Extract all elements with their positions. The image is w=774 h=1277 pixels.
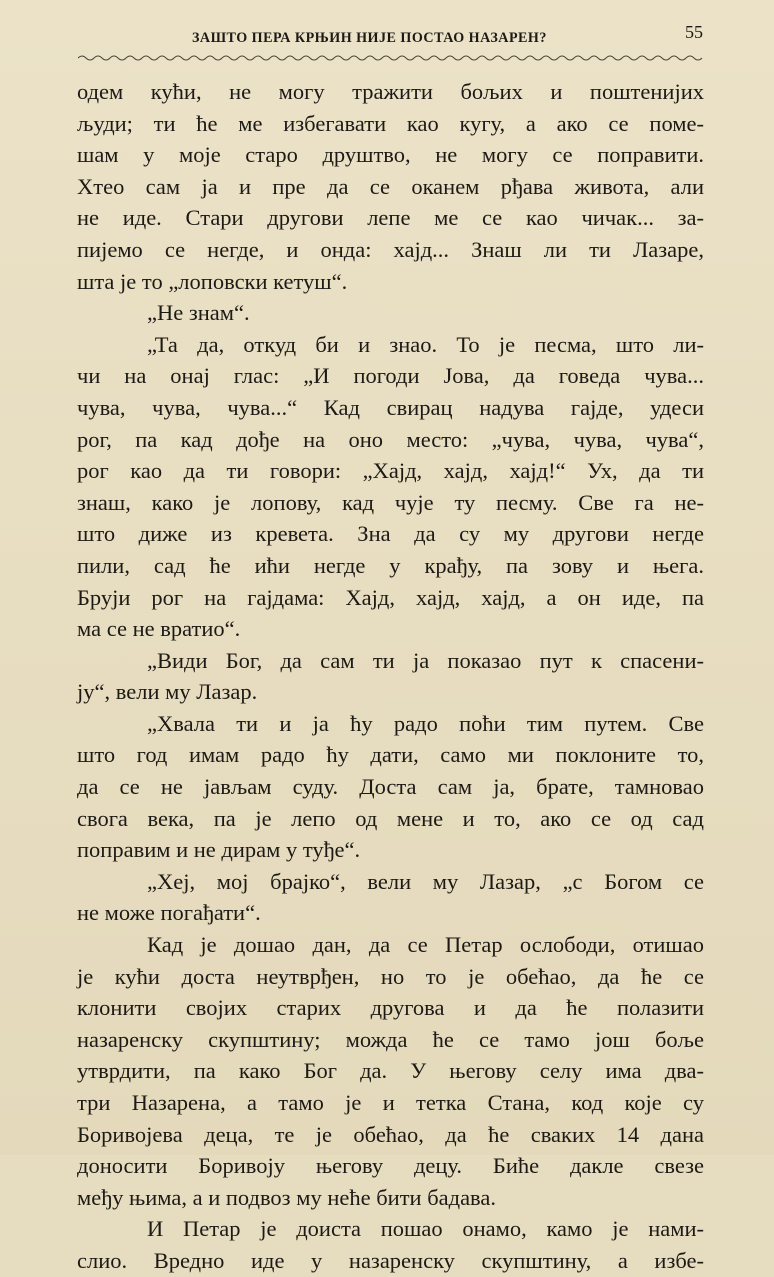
text-line: одем кући, не могу тражити бољих и поштенијих bbox=[77, 79, 704, 104]
text-line: што диже из кревета. Зна да су му другови негде bbox=[77, 521, 704, 547]
text-line: не може погађати“. bbox=[77, 900, 261, 926]
text-line: чува, чува, чува...“ Кад свирац надува гајде, удеси bbox=[77, 394, 704, 420]
text-line: рог, па кад дође на оно место: „чува, чува, чува“, bbox=[77, 426, 704, 452]
text-line: „Не знам“. bbox=[147, 300, 250, 326]
text-line: да се не јављам суду. Доста сам ја, брате, тамновао bbox=[77, 774, 704, 800]
text-line: клонити својих старих другова и да ће полазити bbox=[77, 995, 704, 1021]
text-line: Кад је дошао дан, да се Петар ослободи, отишао bbox=[147, 932, 704, 958]
text-line: Боривојева деца, те је обећао, да ће сваких 14 дана bbox=[77, 1121, 704, 1147]
text-line: „Хвала ти и ја ћу радо поћи тим путем. Све bbox=[147, 710, 704, 736]
header-rule bbox=[78, 54, 706, 62]
text-line: пили, сад ће ићи негде у крађу, па зову и њега. bbox=[77, 552, 704, 578]
text-line: Хтео сам ја и пре да се оканем рђава живота, али bbox=[77, 173, 704, 199]
text-line: свога века, па је лепо од мене и то, ако се од сад bbox=[77, 805, 704, 831]
running-head bbox=[80, 22, 705, 52]
text-line: Бруји рог на гајдама: Хајд, хајд, хајд, а он иде, па bbox=[77, 584, 704, 610]
text-line: „Види Бог, да сам ти ја показао пут к спасени- bbox=[147, 647, 704, 673]
text-line: И Петар је доиста пошао онамо, камо је нами- bbox=[147, 1216, 704, 1242]
text-line: међу њима, а и подвоз му неће бити бадава. bbox=[77, 1184, 496, 1210]
text-line: ју“, вели му Лазар. bbox=[77, 679, 258, 705]
text-line: поправим и не дирам у туђе“. bbox=[77, 837, 361, 863]
text-line: људи; ти ће ме избегавати као кугу, а ако се поме- bbox=[77, 110, 704, 136]
text-line: шам у моје старо друштво, не могу се поправити. bbox=[77, 142, 704, 168]
text-line: утврдити, па како Бог да. У његову селу има два- bbox=[77, 1058, 704, 1084]
text-line: је кући доста неутврђен, но то је обећао, да ће се bbox=[77, 963, 704, 989]
text-line: шта је то „лоповски кетуш“. bbox=[77, 268, 348, 294]
running-title: ЗАШТО ПЕРА КРЊИН НИЈЕ ПОСТАО НАЗАРЕН? bbox=[192, 30, 547, 46]
text-line: три Назарена, а тамо је и тетка Стана, код које су bbox=[77, 1090, 704, 1115]
text-line: чи на онај глас: „И погоди Јова, да говеда чува... bbox=[77, 363, 704, 389]
body-text bbox=[77, 76, 704, 1277]
text-line: не иде. Стари другови лепе ме се као чичак... за- bbox=[77, 205, 704, 231]
text-line: слио. Вредно иде у назаренску скупштину, а избе- bbox=[77, 1247, 704, 1273]
text-line: рог као да ти говори: „Хајд, хајд, хајд!“ Ух, да ти bbox=[77, 458, 704, 484]
page-number: 55 bbox=[685, 22, 703, 42]
text-line: што год имам радо ћу дати, само ми поклоните то, bbox=[77, 742, 704, 768]
text-line: доносити Боривоју његову децу. Биће дакле свезе bbox=[77, 1153, 704, 1179]
text-line: ма се не вратио“. bbox=[77, 616, 241, 642]
text-line: знаш, како је лопову, кад чује ту песму. Све га не- bbox=[77, 489, 704, 515]
text-line: пијемо се негде, и онда: хајд... Знаш ли ти Лазаре, bbox=[77, 236, 704, 262]
text-line: назаренску скупштину; можда ће се тамо још боље bbox=[77, 1026, 704, 1052]
text-line: „Та да, откуд би и знао. То је песма, што ли- bbox=[147, 331, 704, 357]
text-line: „Хеј, мој брајко“, вели му Лазар, „с Богом се bbox=[147, 868, 704, 894]
